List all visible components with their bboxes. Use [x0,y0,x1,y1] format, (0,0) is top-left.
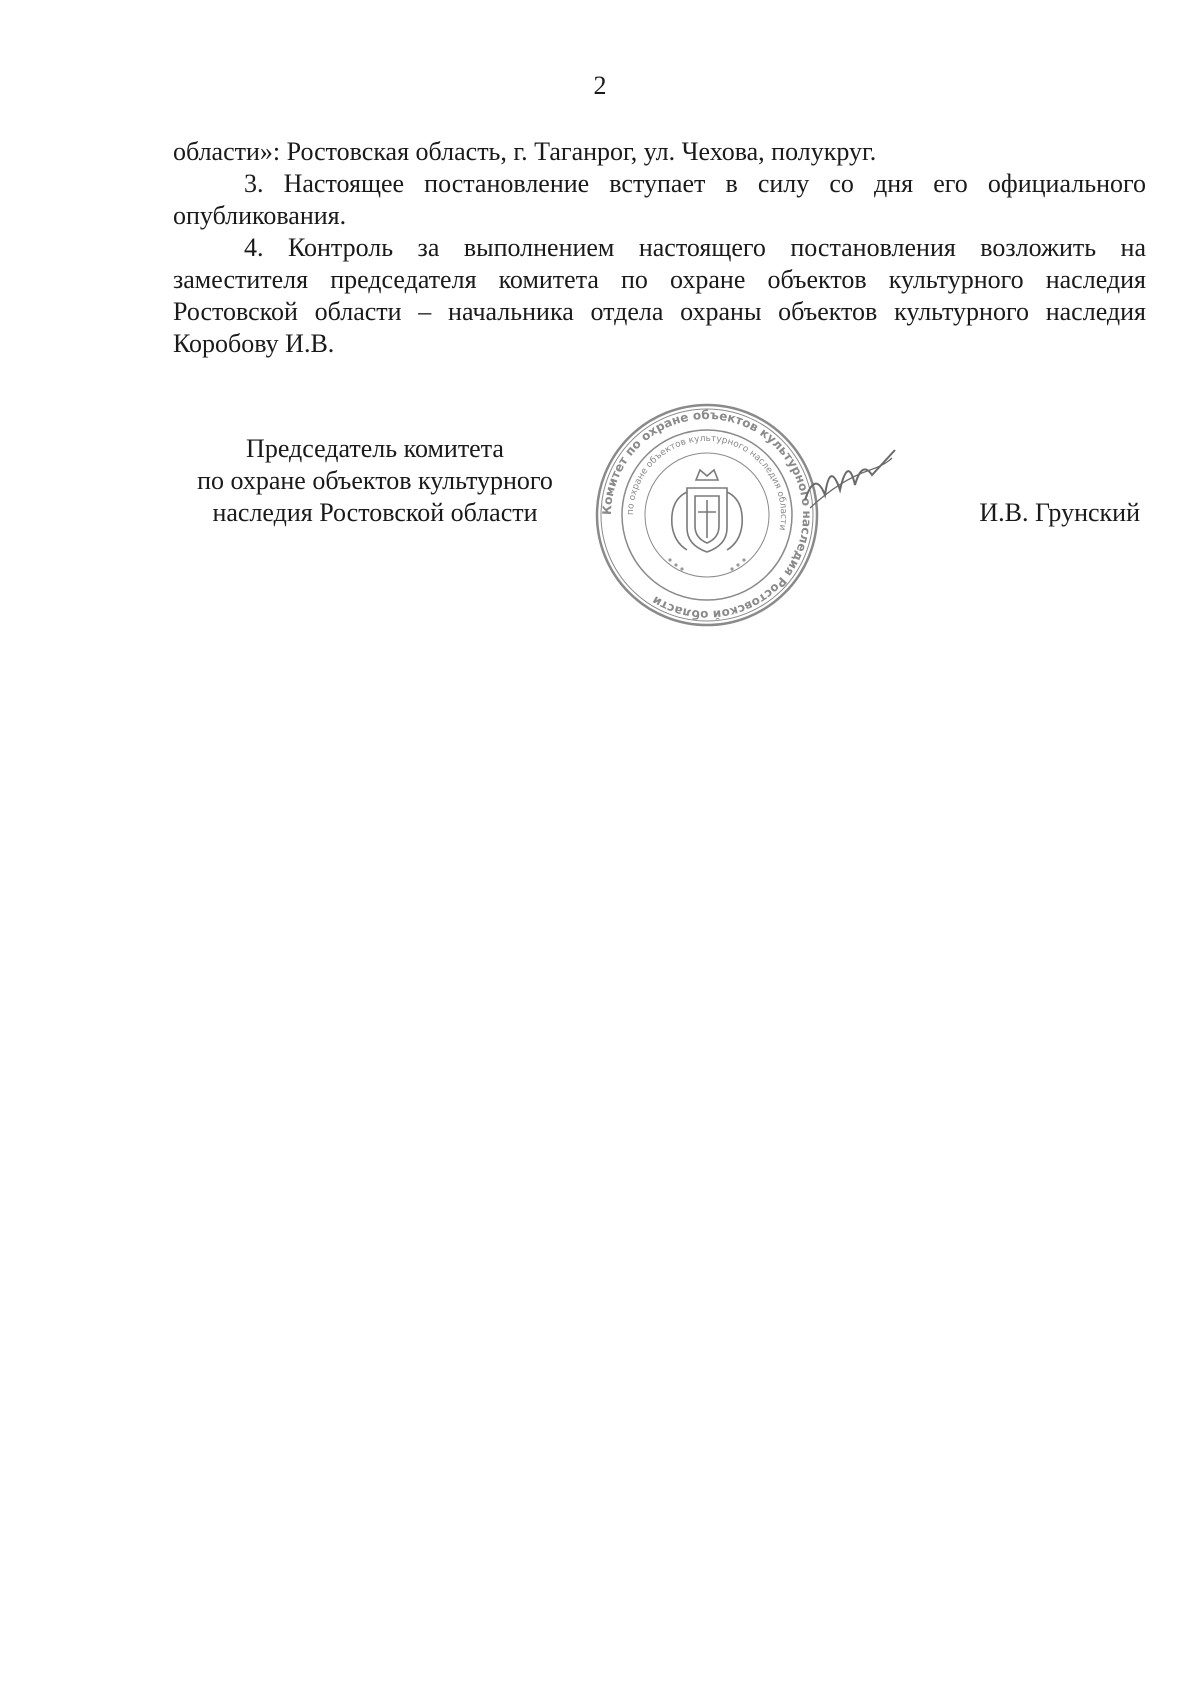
handwritten-signature [800,440,900,520]
seal-inner-text: по охране объектов культурного наследия области [625,433,789,532]
official-seal [592,400,822,630]
position-line: Председатель комитета [246,434,504,463]
signatory-name: И.В. Грунский [979,498,1140,527]
paragraph-4: 4. Контроль за выполнением настоящего постановления возложить на заместителя председателя комитета по охране объектов культурного наследия Ростовской области – начальника отдела охраны объектов культурного наследия Коробову И.В. [173,233,1146,358]
paragraph-3: 3. Настоящее постановление вступает в силу со дня его официального опубликования. [173,169,1146,230]
signatory-position [170,433,580,529]
seal-outer-text: Комитет по охране объектов культурного наследия Ростовской области [599,407,815,623]
coat-of-arms-icon [672,470,742,552]
position-line: наследия Ростовской области [212,498,538,527]
position-line: по охране объектов культурного [197,466,553,495]
document-body [173,136,1146,360]
page-number: 2 [593,71,607,100]
paragraph-continuation: области»: Ростовская область, г. Таганрог, ул. Чехова, полукруг. [173,137,877,166]
